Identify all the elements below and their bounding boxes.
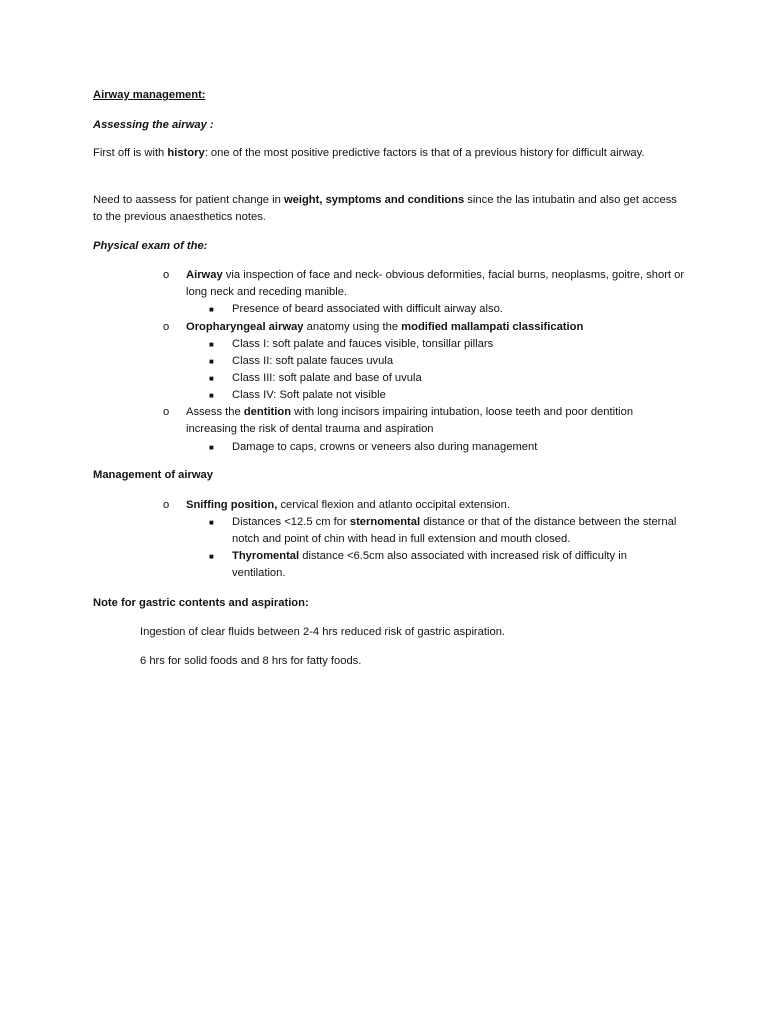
distances-text-a: Distances <12.5 cm for: [232, 516, 350, 528]
list-marker-circle: o: [163, 406, 170, 418]
list-item-class-2: Class II: soft palate fauces uvula: [232, 355, 394, 367]
list-marker-square: ■: [209, 518, 214, 527]
oro-text: anatomy using the: [303, 321, 402, 333]
thyro-text: distance <6.5cm also associated with increased risk of difficulty in ventilation.: [232, 550, 627, 579]
oro-bold-2: modified mallampati classification: [401, 321, 584, 333]
gastric-heading: Note for gastric contents and aspiration:: [93, 597, 309, 609]
history-bold: history: [167, 147, 205, 159]
sniff-bold: Sniffing position,: [186, 499, 278, 511]
sniff-text: cervical flexion and atlanto occipital extension.: [277, 499, 510, 511]
list-marker-circle: o: [163, 321, 170, 333]
history-text-a: First off is with: [93, 147, 168, 159]
list-marker-square: ■: [209, 340, 214, 349]
list-item-thyromental: [232, 548, 682, 582]
list-marker-square: ■: [209, 374, 214, 383]
list-item-distances: [232, 514, 682, 548]
change-text-a: Need to aassess for patient change in: [93, 194, 284, 206]
list-item-class-1: Class I: soft palate and fauces visible, tonsillar pillars: [232, 338, 494, 350]
list-marker-square: ■: [209, 552, 214, 561]
airway-bold: Airway: [186, 269, 223, 281]
dentition-text-c: with long incisors impairing intubation, loose teeth and poor dentition increasing the risk of dental trauma and aspiration: [186, 406, 634, 435]
gastric-paragraph-2: 6 hrs for solid foods and 8 hrs for fatty foods.: [140, 655, 362, 667]
physical-exam-heading: Physical exam of the:: [93, 240, 208, 252]
distances-bold: sternomental: [349, 516, 421, 528]
list-item-damage: Damage to caps, crowns or veneers also during management: [232, 441, 538, 453]
change-bold: weight, symptoms and conditions: [283, 194, 465, 206]
list-item-class-3: Class III: soft palate and base of uvula: [232, 372, 422, 384]
list-marker-circle: o: [163, 269, 170, 281]
list-item-airway: [186, 267, 686, 301]
thyro-bold: Thyromental: [232, 550, 300, 562]
list-item-class-4: Class IV: Soft palate not visible: [232, 389, 386, 401]
list-item-oropharyngeal: [186, 319, 686, 336]
airway-text: via inspection of face and neck- obvious deformities, facial burns, neoplasms, goitre, short or long neck and receding manible.: [186, 269, 685, 298]
document-title: Airway management:: [93, 89, 206, 101]
list-item-dentition: [186, 404, 686, 438]
list-marker-square: ■: [209, 443, 214, 452]
change-paragraph: [93, 192, 683, 226]
list-item-beard: Presence of beard associated with difficult airway also.: [232, 303, 503, 315]
gastric-paragraph-1: Ingestion of clear fluids between 2-4 hrs reduced risk of gastric aspiration.: [140, 626, 506, 638]
list-marker-circle: o: [163, 499, 170, 511]
change-text-c: since the las intubatin and also get access to the previous anaesthetics notes.: [93, 194, 677, 223]
history-text-c: : one of the most positive predictive factors is that of a previous history for difficult airway.: [204, 147, 645, 159]
oro-bold-1: Oropharyngeal airway: [186, 321, 304, 333]
distances-text-c: distance or that of the distance between the sternal notch and point of chin with head in full extension and mouth closed.: [232, 516, 677, 545]
list-marker-square: ■: [209, 391, 214, 400]
list-marker-square: ■: [209, 357, 214, 366]
assessing-heading: Assessing the airway :: [93, 119, 214, 131]
dentition-text-a: Assess the: [186, 406, 244, 418]
list-marker-square: ■: [209, 305, 214, 314]
dentition-bold: dentition: [243, 406, 292, 418]
history-paragraph: [93, 145, 683, 162]
management-heading: Management of airway: [93, 469, 213, 481]
list-item-sniffing: [186, 497, 686, 514]
